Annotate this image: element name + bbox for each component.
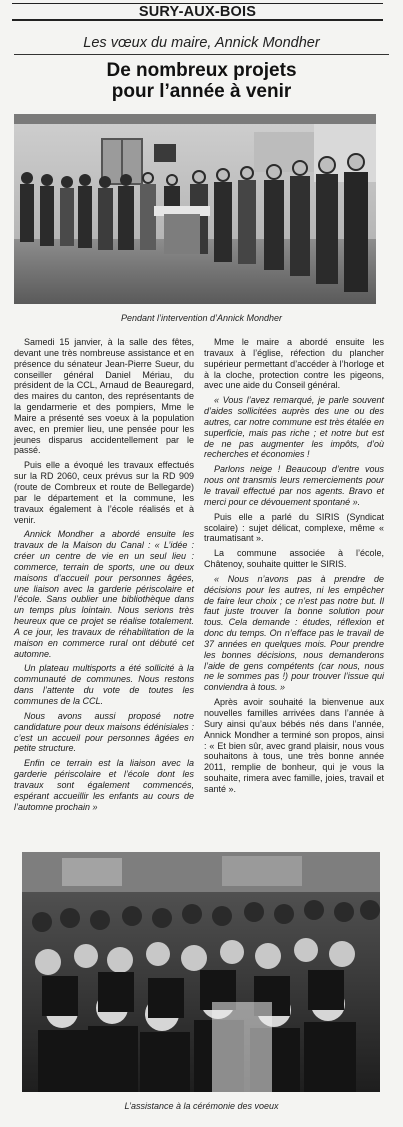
town-name: SURY-AUX-BOIS <box>138 4 257 20</box>
paragraph: Parlons neige ! Beaucoup d’entre vous nous ont transmis leurs remerciements pour le travail effectué par nos agents. Bravo et merci pour ce dévouement spontané ». <box>204 464 384 507</box>
paragraph: Annick Mondher a abordé ensuite les travaux de la Maison du Canal : « L’idée : créer un centre de vie en un seul lieu : commerce, terrain de sports, une ou deux maisons d’accueil pour personnes âgées, une liaison avec la garderie périscolaire et l’école. Sans oublier une bibliothèque dans un temps plus lointain. Nous serions très heureux que ce projet se réalise totalement. A ce jour, les travaux de réhabilitation de la maison en commerce rural ont débuté cet automne. <box>14 529 194 659</box>
article-column-left <box>14 337 194 816</box>
photo-audience <box>22 852 380 1092</box>
photo-caption-top: Pendant l’intervention d’Annick Mondher <box>120 313 283 323</box>
article-kicker: Les vœux du maire, Annick Mondher <box>83 35 320 51</box>
paragraph: Mme le maire a abordé ensuite les travaux à l’église, réfection du plancher supérieur permettant d’accéder à l’horloge et à la cloche, protection contre les pigeons, avec une aide du Conseil général. <box>204 337 384 391</box>
town-header <box>12 3 383 21</box>
headline-line-2: pour l’année à venir <box>111 81 292 102</box>
photo-mayor-speech <box>14 114 376 304</box>
kicker-rule <box>14 54 389 55</box>
paragraph: Un plateau multisports a été sollicité à la communauté de communes. Nous restons dans l’attente du vote de toutes les communes de la CCL. <box>14 663 194 706</box>
paragraph: Nous avons aussi proposé notre candidature pour deux maisons édénisiales : c’est un accueil pour personnes âgées en petite structure. <box>14 710 194 754</box>
article-column-right <box>204 337 384 799</box>
paragraph: « Nous n’avons pas à prendre de décisions pour les autres, ni les empêcher de faire leur choix ; ce n’est pas notre but. Il faut juste trouver la bonne solution pour tous. Cela demande : études, réflexion et donc du temps. On n’efface pas le travail de 37 années en quelques mois. Pour prendre les bonnes décisions, nous demanderons l’aide de gens compétents (car nous, nous ne le sommes pas !) pour trouver l’issue qui conviendra à tous. » <box>204 573 384 693</box>
headline-line-1: De nombreux projets <box>106 60 297 81</box>
photo-caption-bottom: L’assistance à la cérémonie des voeux <box>124 1101 279 1111</box>
paragraph: Enfin ce terrain est la liaison avec la garderie périscolaire et l’école dont les travaux sont également commencés, espérant accueillir les enfants au cours de l’automne prochain » <box>14 758 194 812</box>
paragraph: Puis elle a évoqué les travaux effectués sur la RD 2060, ceux prévus sur la RD 909 (route de Combreux et route de Bellegarde) par le département et la commune, les travaux également à l’école réalisés et à venir. <box>14 460 194 525</box>
article-headline <box>20 60 383 102</box>
paragraph: Samedi 15 janvier, à la salle des fêtes, devant une très nombreuse assistance et en présence du sénateur Jean-Pierre Sueur, du conseiller général Daniel Mériau, du président de la CCL, Arnaud de Beauregard, des maires du canton, des représentants de la gendarmerie et des pompiers, Mme le Maire a présenté ses voeux à la population avec, en premier lieu, une pensée pour les jeunes disparus accidentellement par le passé. <box>14 337 194 456</box>
paragraph: Après avoir souhaité la bienvenue aux nouvelles familles arrivées dans l’année à Sury ainsi qu’aux bébés nés dans l’année, Annick Mondher a terminé son propos, ainsi : « Et bien sûr, avec grand plaisir, nous vous souhaitons à tous, une très bonne année 2011, remplie de bonheur, qui je vous la souhaite, rimera avec famille, joies, travail et santé ». <box>204 697 384 794</box>
paragraph: La commune associée à l’école, Châtenoy, souhaite quitter le SIRIS. <box>204 548 384 570</box>
paragraph: « Vous l’avez remarqué, je parle souvent d’aides sollicitées auprès des une ou des autres, car notre commune est très étalée en superficie, mais pas riche ; et notre but est de ne pas augmenter les impôts, d’où recherches et économies ! <box>204 395 384 460</box>
paragraph: Puis elle a parlé du SIRIS (Syndicat scolaire) : sujet délicat, complexe, même « traumatisant ». <box>204 511 384 544</box>
